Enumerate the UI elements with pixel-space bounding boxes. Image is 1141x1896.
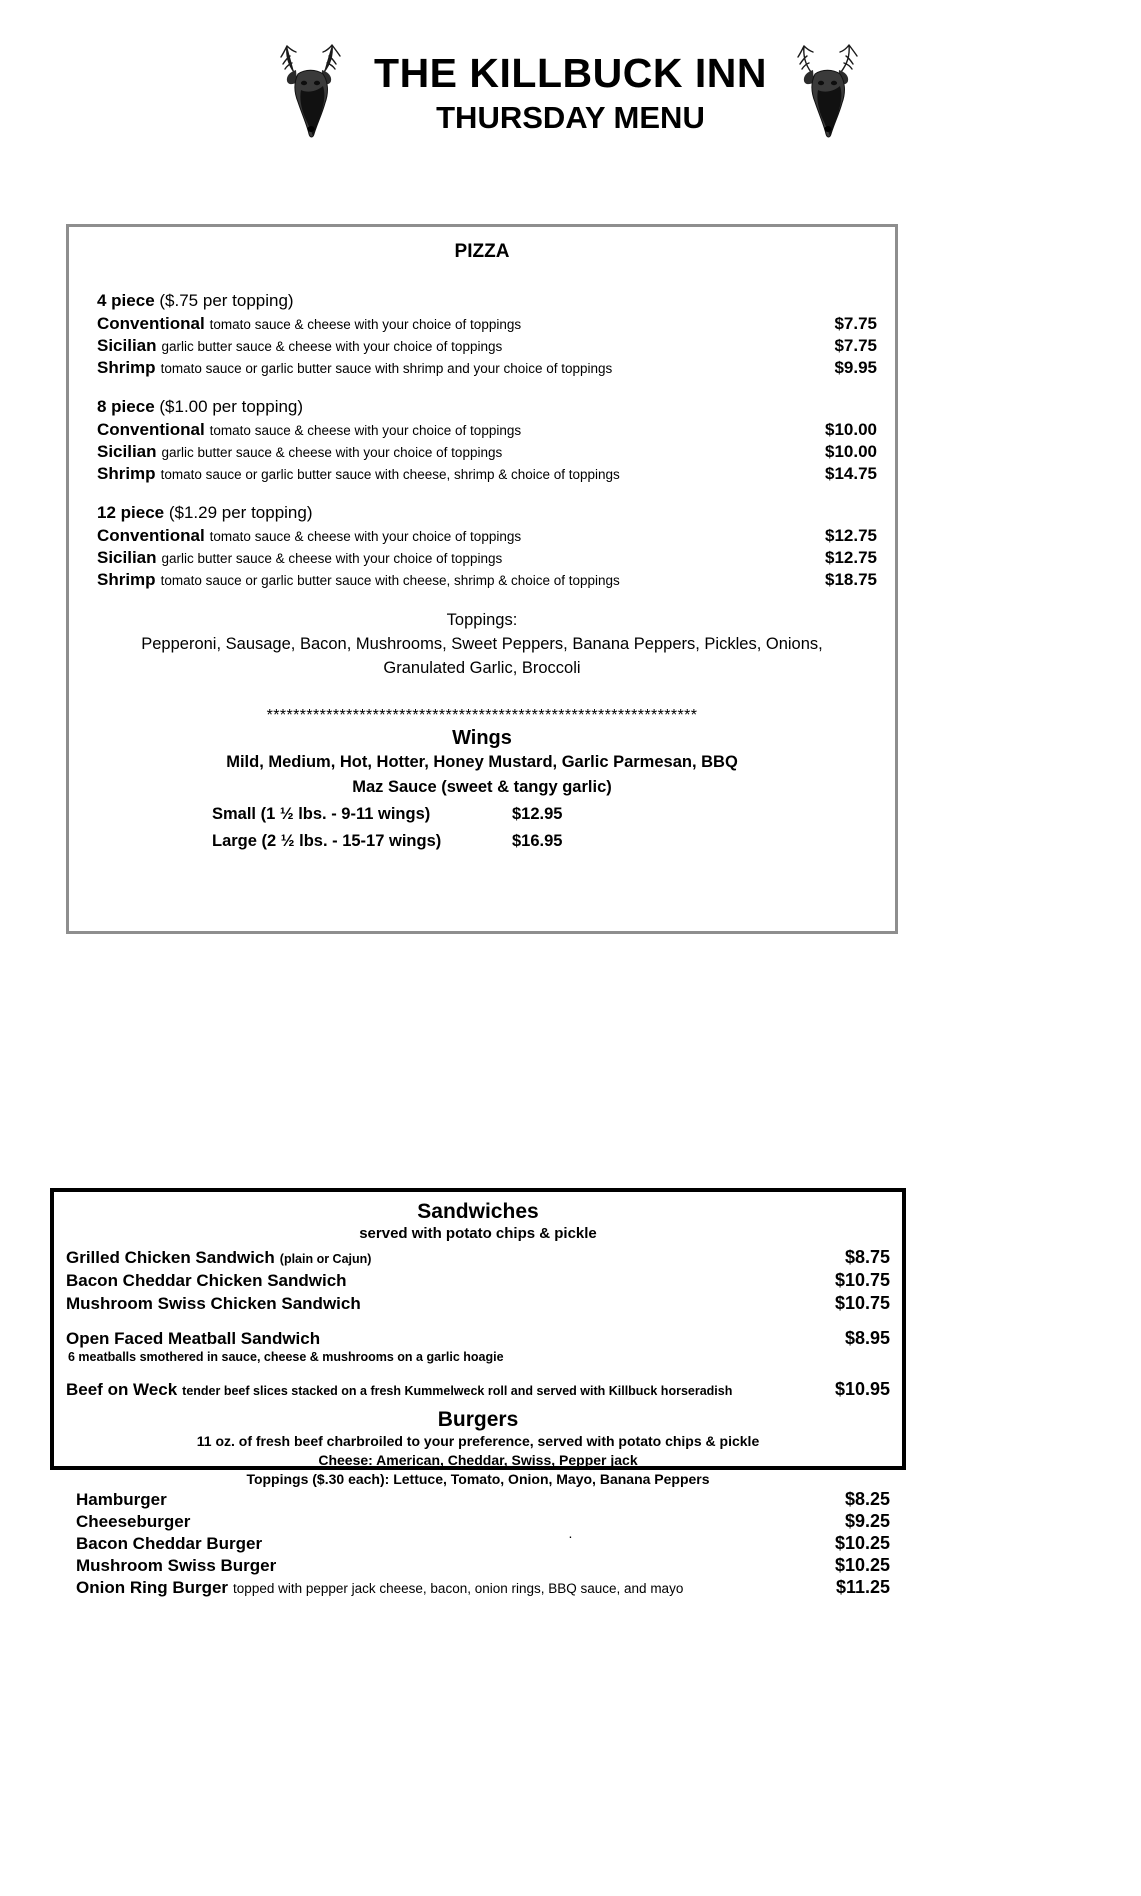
menu-item-row (87, 526, 877, 546)
item-price: $11.25 (835, 1576, 890, 1597)
item-name: Sicilian (97, 336, 157, 355)
burgers-cheese-options: Cheese: American, Cheddar, Swiss, Pepper jack (318, 1451, 638, 1468)
item-description: garlic butter sauce & cheese with your choice of toppings (161, 445, 503, 460)
pizza-topping-price: ($1.00 per topping) (159, 397, 304, 416)
footer-mark: . (568, 1525, 573, 1541)
toppings-label: Toppings: (446, 611, 518, 629)
toppings-line-1: Pepperoni, Sausage, Bacon, Mushrooms, Sweet Peppers, Banana Peppers, Pickles, Onions, (141, 634, 823, 653)
item-price: $8.95 (844, 1328, 890, 1348)
item-price: $12.75 (825, 526, 877, 545)
item-name: Onion Ring Burger (76, 1577, 229, 1597)
item-description: tomato sauce or garlic butter sauce with cheese, shrimp & choice of toppings (160, 467, 620, 482)
pizza-size-label: 4 piece (97, 291, 155, 310)
item-price: $12.75 (825, 548, 877, 567)
item-price: $10.25 (834, 1532, 890, 1553)
wings-size-price: $16.95 (512, 831, 563, 850)
pizza-topping-price: ($.75 per topping) (159, 291, 294, 310)
wings-section (87, 727, 877, 854)
item-description: 6 meatballs smothered in sauce, cheese & mushrooms on a garlic hoagie (68, 1350, 504, 1364)
restaurant-name: THE KILLBUCK INN (374, 50, 767, 96)
pizza-topping-price: ($1.29 per topping) (168, 503, 313, 522)
item-price: $10.95 (834, 1379, 890, 1399)
item-price: $7.75 (834, 336, 877, 355)
item-price: $9.25 (844, 1510, 890, 1531)
item-name: Mushroom Swiss Chicken Sandwich (66, 1294, 361, 1313)
wings-flavors: Mild, Medium, Hot, Hotter, Honey Mustard, Garlic Parmesan, BBQ (226, 752, 738, 771)
item-description: topped with pepper jack cheese, bacon, onion rings, BBQ sauce, and mayo (233, 1580, 684, 1596)
item-price: $14.75 (825, 464, 877, 483)
item-name: Hamburger (76, 1489, 167, 1509)
item-name: Bacon Cheddar Chicken Sandwich (66, 1271, 347, 1290)
item-name: Mushroom Swiss Burger (76, 1555, 277, 1575)
item-description: tomato sauce & cheese with your choice of toppings (209, 529, 522, 544)
sandwiches-burgers-section (50, 1188, 906, 1597)
pizza-size-group (87, 503, 877, 590)
item-description: garlic butter sauce & cheese with your choice of toppings (161, 551, 503, 566)
wings-price-list (87, 801, 877, 854)
menu-item-row (87, 570, 877, 590)
menu-item-row (87, 548, 877, 568)
burgers-title: Burgers (437, 1408, 519, 1431)
item-price: $8.75 (844, 1247, 890, 1267)
item-name: Sicilian (97, 548, 157, 567)
section-divider: ***************************************************************** (266, 706, 698, 724)
item-price: $10.25 (834, 1554, 890, 1575)
item-description: garlic butter sauce & cheese with your choice of toppings (161, 339, 503, 354)
burgers-toppings-options: Toppings ($.30 each): Lettuce, Tomato, Onion, Mayo, Banana Peppers (246, 1470, 710, 1487)
item-name: Conventional (97, 526, 205, 545)
wings-size-row (212, 828, 752, 854)
menu-item-row (87, 420, 877, 440)
menu-item-row (66, 1555, 890, 1576)
wings-size-label: Small (1 ½ lbs. - 9-11 wings) (212, 805, 431, 824)
pizza-size-label: 8 piece (97, 397, 155, 416)
pizza-section-title: PIZZA (454, 241, 510, 262)
item-description: tomato sauce or garlic butter sauce with cheese, shrimp & choice of toppings (160, 573, 620, 588)
pizza-size-group (87, 397, 877, 484)
menu-item-row (66, 1270, 890, 1291)
menu-item-row (87, 314, 877, 334)
item-description: tomato sauce & cheese with your choice of toppings (209, 317, 522, 332)
wings-size-row (212, 801, 752, 827)
item-price: $10.75 (834, 1293, 890, 1313)
item-name: Shrimp (97, 464, 156, 483)
item-price: $9.95 (834, 358, 877, 377)
pizza-size-label: 12 piece (97, 503, 165, 522)
item-price: $7.75 (834, 314, 877, 333)
deer-head-icon (272, 30, 352, 140)
sandwiches-subtitle: served with potato chips & pickle (359, 1225, 597, 1242)
menu-item-row (66, 1577, 890, 1598)
item-name: Shrimp (97, 358, 156, 377)
menu-item-row (66, 1328, 890, 1349)
item-description: tender beef slices stacked on a fresh Kummelweck roll and served with Killbuck horseradish (182, 1384, 733, 1398)
pizza-size-group (87, 291, 877, 378)
menu-item-row (66, 1293, 890, 1314)
item-price: $10.75 (834, 1270, 890, 1290)
pizza-size-heading (87, 503, 877, 523)
burgers-subtitle-1: 11 oz. of fresh beef charbroiled to your preference, served with potato chips & pickle (196, 1433, 760, 1449)
sandwiches-title: Sandwiches (417, 1200, 539, 1223)
menu-item-row (66, 1489, 890, 1510)
item-name: Open Faced Meatball Sandwich (66, 1329, 321, 1348)
menu-header (0, 0, 1141, 140)
item-price: $10.00 (825, 420, 877, 439)
menu-item-row (87, 464, 877, 484)
menu-item-row (87, 336, 877, 356)
item-description: tomato sauce or garlic butter sauce with shrimp and your choice of toppings (160, 361, 613, 376)
item-name: Cheeseburger (76, 1511, 191, 1531)
item-price: $10.00 (825, 442, 877, 461)
item-description: (plain or Cajun) (279, 1252, 372, 1266)
item-description: tomato sauce & cheese with your choice of toppings (209, 423, 522, 438)
menu-item-row (66, 1379, 890, 1400)
menu-item-row (66, 1247, 890, 1268)
spacer (66, 1367, 890, 1379)
item-price: $18.75 (825, 570, 877, 589)
spacer (66, 1316, 890, 1328)
deer-head-icon (789, 30, 869, 140)
item-price: $8.25 (844, 1488, 890, 1509)
pizza-section (66, 224, 898, 934)
menu-item-row (87, 358, 877, 378)
wings-size-price: $12.95 (512, 805, 563, 824)
wings-title: Wings (452, 726, 512, 749)
item-name: Grilled Chicken Sandwich (66, 1248, 275, 1267)
item-name: Beef on Weck (66, 1380, 178, 1399)
item-name: Conventional (97, 314, 205, 333)
item-name: Bacon Cheddar Burger (76, 1533, 263, 1553)
pizza-toppings-block (87, 609, 877, 681)
item-name: Sicilian (97, 442, 157, 461)
pizza-size-heading (87, 291, 877, 311)
wings-special-sauce: Maz Sauce (sweet & tangy garlic) (352, 777, 612, 796)
menu-day-title: THURSDAY MENU (436, 100, 705, 136)
item-name: Shrimp (97, 570, 156, 589)
title-block (374, 30, 767, 136)
wings-size-label: Large (2 ½ lbs. - 15-17 wings) (212, 831, 442, 850)
menu-item-row (87, 442, 877, 462)
pizza-size-heading (87, 397, 877, 417)
item-name: Conventional (97, 420, 205, 439)
toppings-line-2: Granulated Garlic, Broccoli (383, 658, 581, 677)
